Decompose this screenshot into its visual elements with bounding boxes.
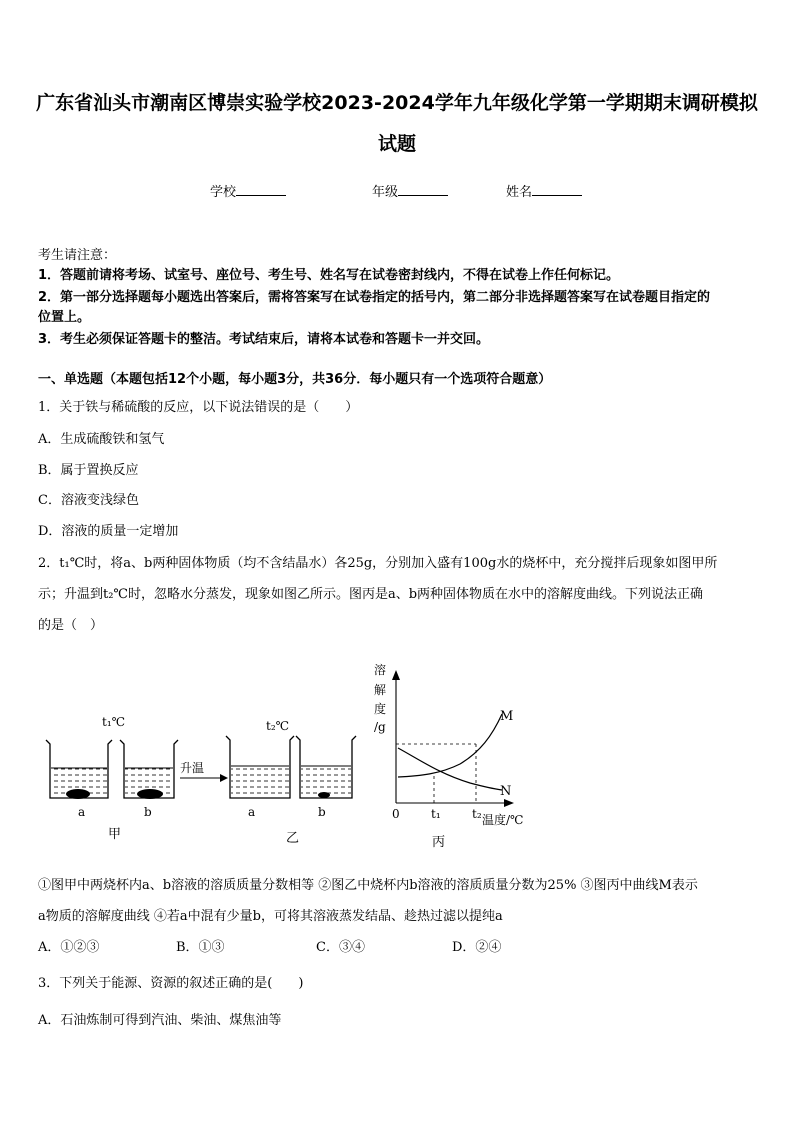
beaker-label-a: a bbox=[78, 805, 86, 819]
caption-bing: 丙 bbox=[432, 835, 446, 850]
notice-item: 3．考生必须保证答题卡的整洁。考试结束后，请将本试卷和答题卡一并交回。 bbox=[38, 332, 490, 347]
x-axis-label: 温度/℃ bbox=[482, 813, 524, 827]
beaker-label-a: a bbox=[248, 805, 256, 819]
grade-field[interactable] bbox=[372, 181, 448, 200]
name-label: 姓名 bbox=[506, 185, 533, 200]
q2-figure bbox=[40, 658, 560, 858]
curve-N-label: N bbox=[500, 784, 512, 799]
q2-option-d[interactable]: D．②④ bbox=[452, 940, 502, 955]
question-3-stem: 3．下列关于能源、资源的叙述正确的是( ) bbox=[38, 976, 304, 991]
grade-blank[interactable] bbox=[398, 183, 448, 196]
q1-option-c[interactable]: C．溶液变浅绿色 bbox=[38, 493, 139, 508]
y-axis-label: /g bbox=[374, 720, 386, 734]
origin-label: 0 bbox=[392, 807, 400, 821]
notice-item: 位置上。 bbox=[38, 310, 91, 325]
question-2-stem: 的是（ ） bbox=[38, 618, 104, 633]
notice-item: 2．第一部分选择题每小题选出答案后，需将答案写在试卷指定的括号内，第二部分非选择题答案写在试卷题目指定的 bbox=[38, 290, 711, 305]
school-field[interactable] bbox=[210, 181, 286, 200]
caption-jia: 甲 bbox=[108, 827, 122, 842]
q2-option-b[interactable]: B．①③ bbox=[176, 940, 225, 955]
beaker-jia-a bbox=[46, 740, 112, 799]
arrow-label: 升温 bbox=[180, 761, 205, 775]
beaker-yi-b bbox=[296, 736, 356, 798]
q1-option-b[interactable]: B．属于置换反应 bbox=[38, 463, 139, 478]
name-field[interactable] bbox=[506, 181, 582, 200]
question-2-stem: 示；升温到t₂℃时，忽略水分蒸发，现象如图乙所示。图丙是a、b两种固体物质在水中的溶解度曲线。下列说法正确 bbox=[38, 587, 704, 602]
solid-a-sediment bbox=[66, 789, 90, 799]
t1-label: t₁℃ bbox=[102, 715, 126, 729]
notice-item: 1．答题前请将考场、试室号、座位号、考生号、姓名写在试卷密封线内，不得在试卷上作任何标记。 bbox=[38, 268, 620, 283]
beaker-jia-b bbox=[120, 740, 178, 799]
notice-heading: 考生请注意： bbox=[38, 248, 117, 263]
beaker-label-b: b bbox=[144, 805, 152, 819]
section-heading: 一、单选题（本题包括12个小题，每小题3分，共36分．每小题只有一个选项符合题意） bbox=[38, 372, 552, 387]
y-axis-label: 溶 bbox=[374, 663, 387, 677]
paper-title-line1: 广东省汕头市潮南区博崇实验学校2023-2024学年九年级化学第一学期期末调研模拟 bbox=[36, 92, 758, 114]
question-1-stem: 1．关于铁与稀硫酸的反应，以下说法错误的是（ ） bbox=[38, 400, 359, 415]
solid-b-sediment bbox=[137, 789, 163, 799]
curve-N bbox=[398, 748, 502, 790]
school-blank[interactable] bbox=[236, 183, 286, 196]
beaker-yi-a bbox=[226, 736, 294, 798]
x-tick-t2: t₂ bbox=[472, 807, 482, 821]
q2-statements: a物质的溶解度曲线 ④若a中混有少量b，可将其溶液蒸发结晶、趁热过滤以提纯a bbox=[38, 909, 503, 924]
beaker-label-b: b bbox=[318, 805, 326, 819]
name-blank[interactable] bbox=[532, 183, 582, 196]
paper-title-line2: 试题 bbox=[377, 133, 416, 155]
q2-option-a[interactable]: A．①②③ bbox=[38, 940, 100, 955]
curve-M bbox=[398, 714, 502, 777]
x-axis-arrow-icon bbox=[504, 799, 514, 807]
y-axis-label: 解 bbox=[374, 683, 387, 697]
q2-statements: ①图甲中两烧杯内a、b溶液的溶质质量分数相等 ②图乙中烧杯内b溶液的溶质质量分数为25% ③图丙中曲线M表示 bbox=[38, 878, 698, 893]
q2-option-c[interactable]: C．③④ bbox=[316, 940, 365, 955]
solid-b-remaining bbox=[318, 792, 330, 798]
q3-option-a[interactable]: A．石油炼制可得到汽油、柴油、煤焦油等 bbox=[38, 1013, 282, 1028]
y-axis-label: 度 bbox=[374, 702, 387, 716]
school-label: 学校 bbox=[210, 185, 237, 200]
solubility-graph bbox=[374, 662, 523, 850]
y-axis-arrow-icon bbox=[392, 670, 400, 680]
t2-label: t₂℃ bbox=[266, 719, 290, 733]
q1-option-d[interactable]: D．溶液的质量一定增加 bbox=[38, 524, 179, 539]
caption-yi: 乙 bbox=[286, 831, 300, 846]
arrow-head-icon bbox=[220, 774, 228, 782]
x-tick-t1: t₁ bbox=[431, 807, 441, 821]
q1-option-a[interactable]: A．生成硫酸铁和氢气 bbox=[38, 432, 165, 447]
curve-M-label: M bbox=[500, 709, 514, 724]
grade-label: 年级 bbox=[372, 185, 399, 200]
question-2-stem: 2．t₁℃时，将a、b两种固体物质（均不含结晶水）各25g，分别加入盛有100g水的烧杯中，充分搅拌后现象如图甲所 bbox=[38, 556, 718, 571]
